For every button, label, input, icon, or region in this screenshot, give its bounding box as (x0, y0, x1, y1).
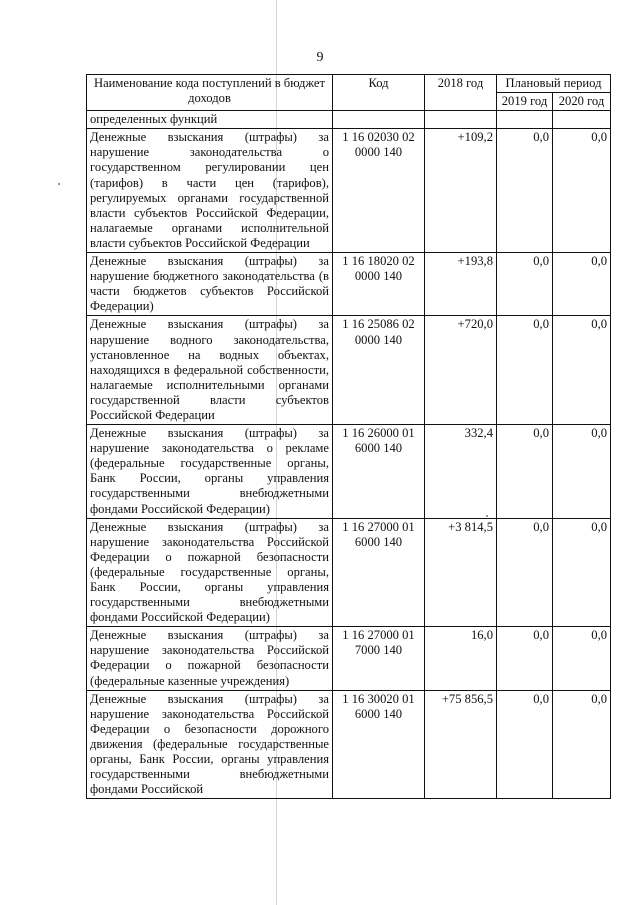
table-row (87, 518, 611, 627)
row-2018: +3 814,5 (425, 518, 497, 627)
row-2018: 332,4 (425, 425, 497, 519)
row-name: Денежные взыскания (штрафы) за нарушение законодательства Российской Федерации о безопасности дорожного движения (федеральные государственные органы, Банк России, органы управления государственными внебюджетными фондами Российской (87, 690, 333, 799)
row-code: 1 16 18020 02 0000 140 (333, 253, 425, 316)
row-2019: 0,0 (497, 253, 553, 316)
header-planned-period: Плановый период (497, 75, 611, 93)
table-row (87, 129, 611, 253)
row-2019: 0,0 (497, 129, 553, 253)
row-2019: 0,0 (497, 425, 553, 519)
row-code: 1 16 27000 01 6000 140 (333, 518, 425, 627)
row-name: Денежные взыскания (штрафы) за нарушение водного законодательства, установленное на водных объектах, находящихся в федеральной собственности, налагаемые исполнительными органами государственной власти субъектов Российской Федерации (87, 316, 333, 425)
revenue-table (86, 74, 611, 799)
header-2019: 2019 год (497, 93, 553, 111)
row-2019: 0,0 (497, 627, 553, 690)
row-code: 1 16 27000 01 7000 140 (333, 627, 425, 690)
row-name: Денежные взыскания (штрафы) за нарушение бюджетного законодательства (в части бюджетов субъектов Российской Федерации) (87, 253, 333, 316)
table-row (87, 316, 611, 425)
table-header-row (87, 75, 611, 93)
table-row (87, 425, 611, 519)
row-name: Денежные взыскания (штрафы) за нарушение законодательства Российской Федерации о пожарной безопасности (федеральные казенные учреждения) (87, 627, 333, 690)
row-2018: 16,0 (425, 627, 497, 690)
row-2020: 0,0 (553, 253, 611, 316)
row-2019: 0,0 (497, 518, 553, 627)
row-2020: 0,0 (553, 627, 611, 690)
row-2018: +75 856,5 (425, 690, 497, 799)
row-name: Денежные взыскания (штрафы) за нарушение законодательства о рекламе (федеральные государственные органы, Банк России, органы управления государственными внебюджетными фондами Российской Федерации) (87, 425, 333, 519)
row-2019: 0,0 (497, 316, 553, 425)
row-2020: 0,0 (553, 316, 611, 425)
continuation-text: определенных функций (87, 111, 333, 129)
row-code: 1 16 25086 02 0000 140 (333, 316, 425, 425)
row-code: 1 16 02030 02 0000 140 (333, 129, 425, 253)
row-code: 1 16 26000 01 6000 140 (333, 425, 425, 519)
table-row (87, 253, 611, 316)
scan-speck (58, 183, 60, 185)
row-2018: +109,2 (425, 129, 497, 253)
table-row (87, 690, 611, 799)
row-2020: 0,0 (553, 425, 611, 519)
table-row (87, 627, 611, 690)
row-2018: +193,8 (425, 253, 497, 316)
header-name: Наименование кода поступлений в бюджет доходов (87, 75, 333, 111)
row-2019: 0,0 (497, 690, 553, 799)
header-code: Код (333, 75, 425, 111)
row-2018: +720,0 (425, 316, 497, 425)
header-2018: 2018 год (425, 75, 497, 111)
row-code: 1 16 30020 01 6000 140 (333, 690, 425, 799)
row-2020: 0,0 (553, 690, 611, 799)
row-name: Денежные взыскания (штрафы) за нарушение законодательства о государственном регулировании цен (тарифов) в части цен (тарифов), регулируемых органами государственной власти субъектов Российской Федерации, налагаемые органами исполнительной власти субъектов Российской Федерации (87, 129, 333, 253)
row-2020: 0,0 (553, 518, 611, 627)
header-2020: 2020 год (553, 93, 611, 111)
table-row-continuation (87, 111, 611, 129)
row-2020: 0,0 (553, 129, 611, 253)
page-number: 9 (316, 50, 324, 65)
row-name: Денежные взыскания (штрафы) за нарушение законодательства Российской Федерации о пожарной безопасности (федеральные государственные органы, Банк России, органы управления государственными внебюджетными фондами Российской Федерации) (87, 518, 333, 627)
